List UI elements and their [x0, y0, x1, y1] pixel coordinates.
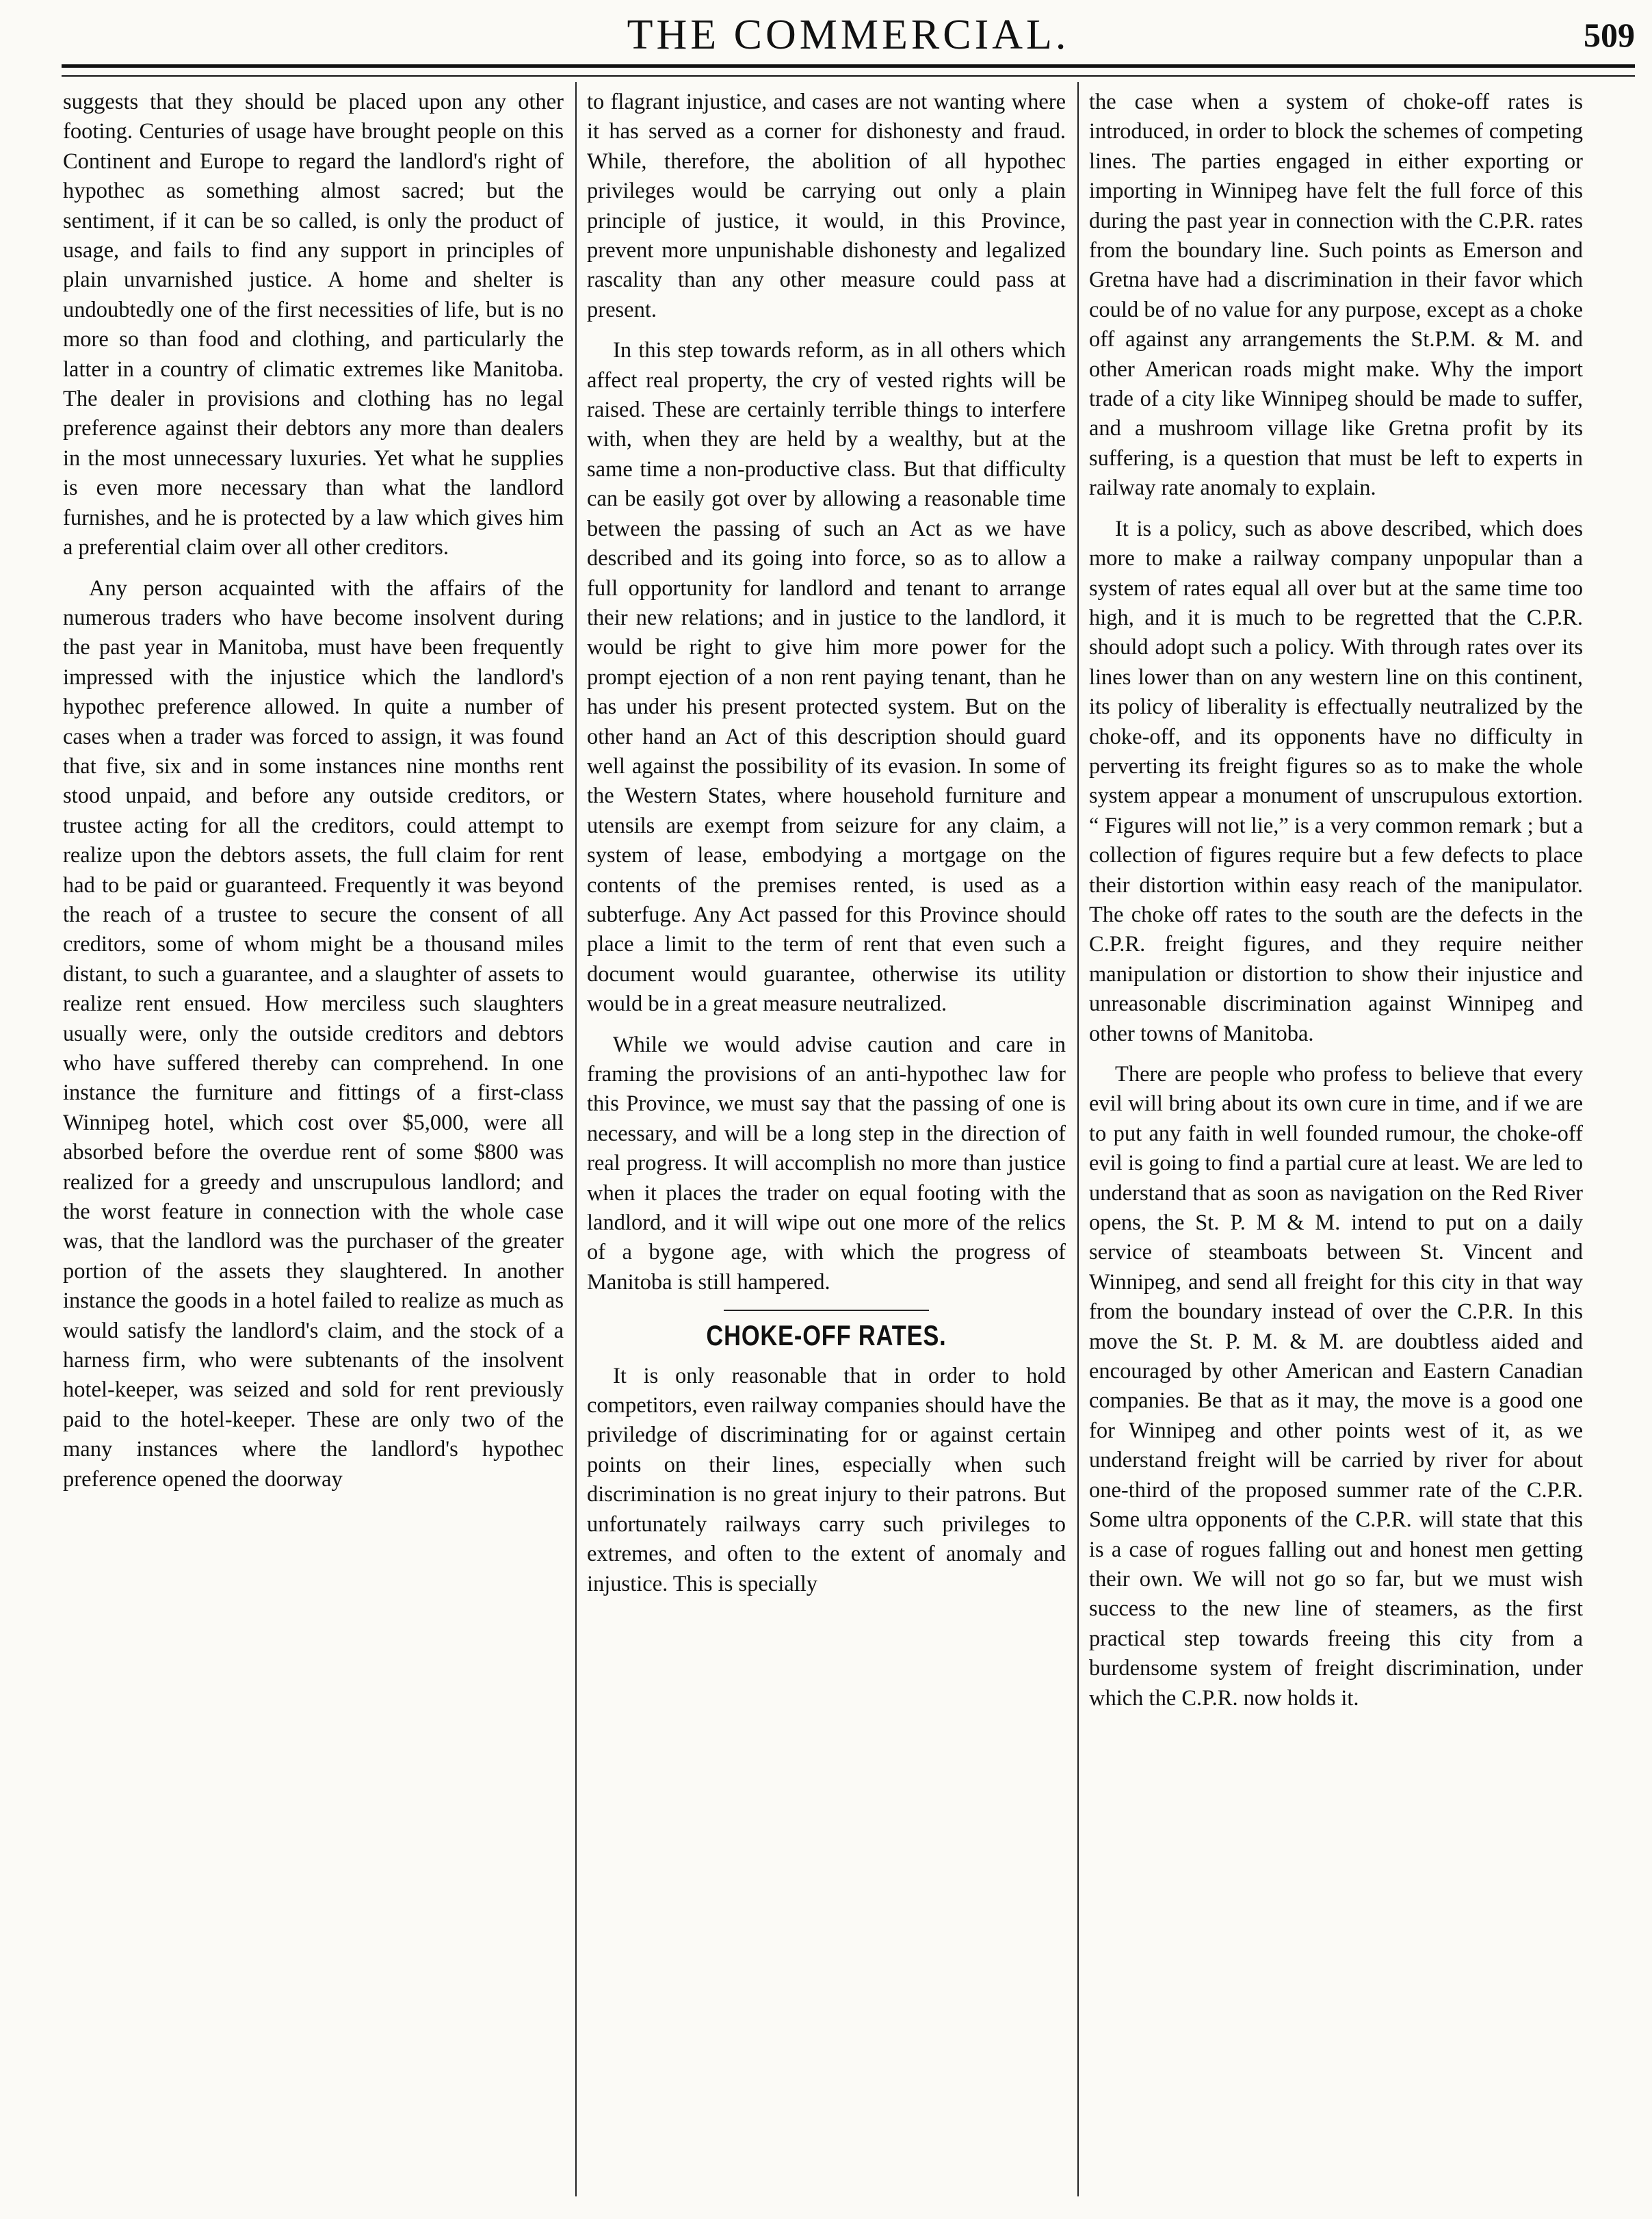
- paragraph: the case when a system of choke-off rates is introduced, in order to block the schemes of competing lines. The parties engaged in either exporting or importing in Winnipeg have felt the full force of this during the past year in connection with the C.P.R. rates from the boundary line. Such points as Emerson and Gretna have had a discrimination in their favor which could be of no value for any purpose, except as a choke off against any arrangements the St.P.M. & M. and other American roads might make. Why the import trade of a city like Winnipeg should be made to suffer, and a mushroom village like Gretna profit by its suffering, is a question that must be left to experts in railway rate anomaly to explain.: [1089, 90, 1583, 501]
- masthead: [62, 5, 1635, 66]
- paragraph: It is a policy, such as above described, which does more to make a railway company unpopular than a system of rates equal all over but at the same time too high, and it is much to be regretted that the C.P.R. should adopt such a policy. With through rates over its lines lower than on any western line on this continent, its policy of liberality is effectually neutralized by the choke-off, and its opponents have no difficulty in perverting its freight figures so as to make the whole system appear a monument of unscrupulous extortion. “ Figures will not lie,” is a very common remark ; but a collection of figures require but a few defects to place their distortion within easy reach of the manipulator. The choke off rates to the south are the defects in the C.P.R. freight figures, and they require neither manipulation or distortion to show their injustice and unreasonable discrimination against Winnipeg and other towns of Manitoba.: [1089, 516, 1583, 1046]
- column-2: [587, 88, 1066, 2195]
- header-rule-thin: [62, 75, 1635, 77]
- paragraph: suggests that they should be placed upon any other footing. Centuries of usage have brought people on this Continent and Europe to regard the landlord's right of hypothec as something almost sacred; but the sentiment, if it can be so called, is only the product of usage, and fails to find any support in principles of plain unvarnished justice. A home and shelter is undoubtedly one of the first necessities of life, but is no more so than food and clothing, and particularly the latter in a country of climatic extremes like Manitoba. The dealer in provisions and clothing has no legal preference against their debtors any more than dealers in the most unnecessary luxuries. Yet what he supplies is even more necessary than what the landlord furnishes, and he is protected by a law which gives him a preferential claim over all other creditors.: [63, 90, 564, 560]
- column-divider: [1077, 82, 1079, 2196]
- paragraph: There are people who profess to believe that every evil will bring about its own cure in time, and if we are to put any faith in well founded rumour, the choke-off evil is going to find a partial cure at least. We are led to understand that as soon as navigation on the Red River opens, the St. P. M & M. intend to put on a daily service of steamboats between St. Vincent and Winnipeg, and send all freight for this city in that way from the boundary instead of over the C.P.R. In this move the St. P. M. & M. are doubtless aided and encouraged by other American and Eastern Canadian companies. Be that as it may, the move is a good one for Winnipeg and other points west of it, as we understand freight will be carried by river for about one-third of the proposed summer rate of the C.P.R. Some ultra opponents of the C.P.R. will state that this is a case of rogues falling out and honest men getting their own. We will not go so far, but we must wish success to the new line of steamers, as the first practical step towards freeing this city from a burdensome system of freight discrimination, under which the C.P.R. now holds it.: [1089, 1062, 1583, 1711]
- header-rule-thick: [62, 64, 1635, 68]
- column-3: [1089, 88, 1583, 2195]
- page-number: 509: [1584, 16, 1635, 54]
- paragraph: While we would advise caution and care in framing the provisions of an anti-hypothec law for this Province, we must say that the passing of one is necessary, and will be a long step in the direction of real progress. It will accomplish no more than justice when it places the trader on equal footing with the landlord, and it will wipe out one more of the relics of a bygone age, with which the progress of Manitoba is still hampered.: [587, 1032, 1066, 1295]
- column-1: [63, 88, 564, 2195]
- article-end-rule: [724, 1310, 929, 1311]
- paragraph: Any person acquainted with the affairs of the numerous traders who have become insolvent during the past year in Manitoba, must have been frequently impressed with the injustice which the landlord's hypothec preference allowed. In quite a number of cases when a trader was forced to assign, it was found that five, six and in some instances nine months rent stood unpaid, and before any outside creditors, or trustee acting for all the creditors, could attempt to realize upon the debtors assets, the full claim for rent had to be paid or guaranteed. Frequently it was beyond the reach of a trustee to secure the consent of all creditors, some of whom might be a thousand miles distant, to such a guarantee, and a slaughter of assets to realize rent ensued. How merciless such slaughters usually were, only the outside creditors and debtors who have suffered thereby can comprehend. In one instance the furniture and fittings of a first-class Winnipeg hotel, which cost over $5,000, were all absorbed before the overdue rent of some $800 was realized for a greedy and unscrupulous landlord; and the worst feature in connection with the whole case was, that the landlord was the purchaser of the greater portion of the assets they slaughtered. In another instance the goods in a hotel failed to realize as much as would satisfy the landlord's claim, and the stock of a harness firm, who were subtenants of the insolvent hotel-keeper, was seized and sold for rent previously paid to the hotel-keeper. These are only two of the many instances where the landlord's hypothec preference opened the doorway: [63, 575, 564, 1492]
- paragraph: It is only reasonable that in order to hold competitors, even railway companies should have the priviledge of discriminating for or against certain points on their lines, especially when such discrimination is no great injury to their patrons. But unfortunately railways carry such privileges to extremes, and often to the extent of anomaly and injustice. This is specially: [587, 1363, 1066, 1596]
- paragraph: In this step towards reform, as in all others which affect real property, the cry of vested rights will be raised. These are certainly terrible things to interfere with, when they are held by a wealthy, but at the same time a non-productive class. But that difficulty can be easily got over by allowing a reasonable time between the passing of such an Act as we have described and its going into force, so as to allow a full opportunity for landlord and tenant to arrange their new relations; and in justice to the landlord, it would be right to give him more power for the prompt ejection of a non rent paying tenant, than he has under his present protected system. But on the other hand an Act of this description should guard well against the possibility of its evasion. In some of the Western States, where household furniture and utensils are exempt from seizure for any claim, a system of lease, embodying a mortgage on the contents of the premises rented, is used as a subterfuge. Any Act passed for this Province should place a limit to the term of rent that even such a document would guarantee, otherwise its utility would be in a great measure neutralized.: [587, 338, 1066, 1017]
- column-divider: [575, 82, 577, 2196]
- article-heading: CHOKE-OFF RATES.: [706, 1319, 947, 1352]
- paragraph: to flagrant injustice, and cases are not wanting where it has served as a corner for dishonesty and fraud. While, therefore, the abolition of all hypothec privileges would be carrying out only a plain principle of justice, it would, in this Province, prevent more unpunishable dishonesty and legalized rascality than any other measure could pass at present.: [587, 90, 1066, 322]
- publication-title: THE COMMERCIAL.: [627, 12, 1070, 58]
